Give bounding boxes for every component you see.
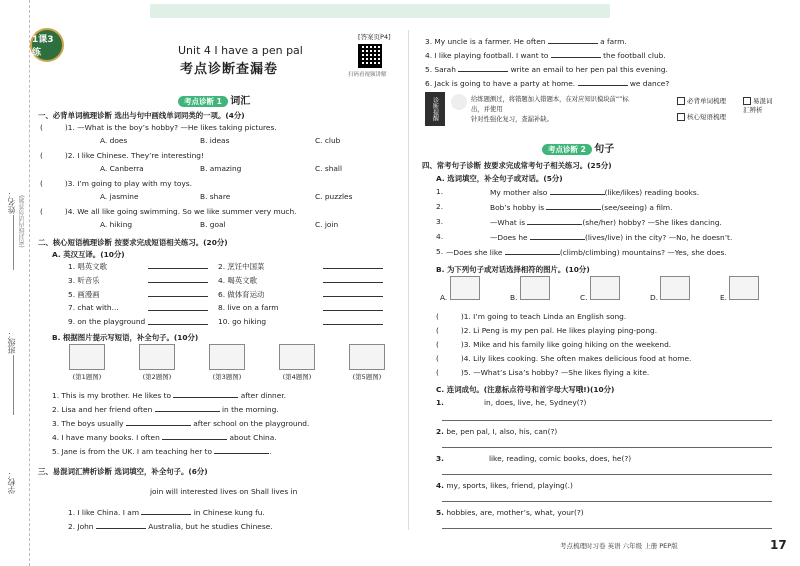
picture-d: D.: [650, 276, 690, 302]
answer-blank[interactable]: [173, 390, 238, 398]
answer-blank[interactable]: [323, 303, 383, 311]
reorder-3: 3. like, reading, comic books, does, he(?): [436, 454, 632, 463]
answer-blank[interactable]: [141, 507, 191, 515]
option-b[interactable]: B. share: [200, 192, 231, 201]
tip-text: 给练题测过，将错题加入错题本，在对应知识模块前“”标 出，并使用 针对性强化复习，查漏补缺。: [471, 96, 629, 123]
answer-blank[interactable]: [550, 187, 605, 195]
part4-itemsA: [436, 187, 786, 262]
list-item: 5. Jane is from the UK. I am teaching her to .: [52, 447, 272, 456]
answer-blank[interactable]: [458, 64, 508, 72]
list-item: ( )2. I like Chinese. They’re interesting! A. Canberra B. amazing C. shall: [40, 151, 343, 173]
list-item: 1. 唱英文歌 2. 烹饪中国菜: [68, 261, 398, 275]
answer-line-1[interactable]: [442, 420, 772, 421]
option-c[interactable]: C. join: [315, 220, 339, 229]
option-a[interactable]: A. does: [100, 136, 128, 145]
ping-pong-image: [520, 276, 550, 300]
books-image: [279, 344, 315, 370]
answer-blank[interactable]: [155, 404, 220, 412]
class-label: 班级：: [7, 330, 16, 354]
picture-row: [62, 344, 402, 384]
check-item-2[interactable]: 核心短语梳理: [677, 112, 726, 121]
answer-blank[interactable]: [323, 317, 383, 325]
list-item: 9. on the playground 10. go hiking: [68, 317, 398, 331]
reorder-4: 4. my, sports, likes, friend, playing(.): [436, 481, 573, 490]
picture-c: C.: [580, 276, 620, 302]
answer-blank[interactable]: [214, 446, 269, 454]
list-item: 1. My mother also (like/likes) reading books.: [436, 187, 700, 197]
section1-pill: 考点诊断 1: [178, 96, 228, 107]
list-item: ( )5. —What’s Lisa’s hobby? —She likes flying a kite.: [436, 368, 650, 377]
answer-blank[interactable]: [546, 202, 601, 210]
word-bank: join will interested lives on Shall lives in: [150, 487, 298, 496]
option-b[interactable]: B. goal: [200, 220, 226, 229]
reorder-5: 5. hobbies, are, mother’s, what, your(?): [436, 508, 584, 517]
student-icon: [451, 94, 467, 110]
part3-items: [68, 507, 408, 535]
list-item: 2. John Australia, but he studies Chinese.: [68, 522, 273, 531]
unit-title: Unit 4 I have a pen pal: [178, 44, 303, 57]
qr-caption: 扫码看视频讲解: [348, 72, 387, 78]
answer-blank[interactable]: [527, 217, 582, 225]
column-divider: [408, 30, 409, 530]
answer-reference: [答案页P4]: [358, 33, 391, 41]
answer-blank[interactable]: [162, 432, 227, 440]
picture-3: (第3题图): [202, 344, 252, 381]
check-item-3[interactable]: 易混词汇辨析: [743, 97, 773, 114]
answer-blank[interactable]: [323, 275, 383, 283]
section2-header: [542, 140, 614, 155]
part4-subA: A. 选词填空，补全句子或对话。(5分): [436, 174, 563, 183]
name-line: [13, 215, 14, 270]
picture-e: E.: [720, 276, 759, 302]
list-item: ( )1. —What is the boy’s hobby? —He likes taking pictures. A. does B. ideas C. club: [40, 123, 341, 145]
option-b[interactable]: B. ideas: [200, 136, 230, 145]
name-label: 姓名：: [7, 190, 16, 214]
reorder-1: 1. in, does, live, he, Sydney(?): [436, 398, 587, 407]
option-c[interactable]: C. puzzles: [315, 192, 353, 201]
diagnosis-tip: [425, 92, 785, 130]
part4-title: 四、常考句子诊断 按要求完成常考句子相关练习。(25分): [422, 161, 612, 170]
list-item: 2. Lisa and her friend often in the morning.: [52, 405, 279, 414]
page-number: 17: [770, 538, 787, 552]
picture-1: (第1题图): [62, 344, 112, 381]
cooking-image: [729, 276, 759, 300]
sentence-list: [52, 390, 402, 460]
part2-title: 二、核心短语梳理诊断 按要求完成短语相关练习。(20分): [38, 238, 228, 247]
list-item: 5. —Does she like (climb/climbing) mountains? —Yes, she does.: [436, 247, 727, 257]
class-line: [13, 355, 14, 415]
list-item: ( )1. I’m going to teach Linda an English song.: [436, 312, 627, 321]
school-label: 学校：: [7, 470, 16, 494]
list-item: 5. Sarah write an email to her pen pal this evening.: [425, 65, 668, 74]
part1-title: 一、必背单词梳理诊断 选出与句中画线单词同类的一项。(4分): [38, 111, 245, 120]
answer-blank[interactable]: [323, 289, 383, 297]
part4-itemsB: [436, 312, 786, 382]
list-item: 3. —What is (she/her) hobby? —She likes dancing.: [436, 217, 722, 227]
answer-blank[interactable]: [148, 261, 208, 269]
football-image: [209, 344, 245, 370]
page-title: 考点诊断查漏卷: [180, 62, 279, 77]
list-item: ( )3. Mike and his family like going hiking on the weekend.: [436, 340, 672, 349]
tip-icon: 诊断提醒: [425, 92, 445, 126]
list-item: 1. This is my brother. He likes to after dinner.: [52, 391, 286, 400]
answer-blank[interactable]: [323, 261, 383, 269]
right-top-items: [425, 36, 785, 92]
picture-2: (第2题图): [132, 344, 182, 381]
song-image: [660, 276, 690, 300]
list-item: 6. Jack is going to have a party at home. we dance?: [425, 79, 670, 88]
cooking-image: [69, 344, 105, 370]
list-item: 2. Bob’s hobby is (see/seeing) a film.: [436, 202, 673, 212]
part1-items: [40, 123, 400, 235]
answer-blank[interactable]: [148, 303, 208, 311]
list-item: 1. I like China. I am in Chinese kung fu.: [68, 508, 265, 517]
answer-line-2[interactable]: [442, 447, 772, 448]
option-c[interactable]: C. club: [315, 136, 341, 145]
answer-blank[interactable]: [548, 36, 598, 44]
answer-blank[interactable]: [551, 50, 601, 58]
list-item: 3. My uncle is a farmer. He often a farm.: [425, 37, 627, 46]
choice-pictures: [440, 276, 780, 308]
list-item: 5. 画漫画 6. 做体育运动: [68, 289, 398, 303]
dancing-image: [139, 344, 175, 370]
section1-name: 词汇: [230, 96, 251, 107]
footer-text: 考点梳理时习卷 英语 六年级 上册 PEP版: [560, 542, 678, 550]
list-item: 3. 听音乐 4. 喝英文歌: [68, 275, 398, 289]
part2-subB: B. 根据图片提示写短语，补全句子。(10分): [52, 333, 199, 342]
answer-blank[interactable]: [96, 521, 146, 529]
option-c[interactable]: C. shall: [315, 164, 343, 173]
reorder-2: 2. be, pen pal, I, also, his, can(?): [436, 427, 558, 436]
answer-blank[interactable]: [505, 247, 560, 255]
seal-note: (密封线内请勿答题): [19, 195, 26, 248]
list-item: 3. The boys usually after school on the playground.: [52, 419, 310, 428]
picture-4: (第4题图): [272, 344, 322, 381]
section2-pill: 考点诊断 2: [542, 144, 592, 155]
part4-subC: C. 连词成句。(注意标点符号和首字母大写哦!)(10分): [436, 385, 615, 394]
picture-b: B.: [510, 276, 550, 302]
answer-blank[interactable]: [126, 418, 191, 426]
list-item: ( )3. I’m going to play with my toys. A. jasmine B. share C. puzzles: [40, 179, 353, 201]
answer-line-5[interactable]: [442, 528, 772, 529]
answer-line-4[interactable]: [442, 501, 772, 502]
answer-blank[interactable]: [148, 275, 208, 283]
kite-image: [590, 276, 620, 300]
picture-5: (第5题图): [342, 344, 392, 381]
list-item: ( )4. Lily likes cooking. She often makes delicious food at home.: [436, 354, 692, 363]
hiking-image: [450, 276, 480, 300]
list-item: 4. —Does he (lives/live) in the city? —No, he doesn’t.: [436, 232, 733, 242]
answer-blank[interactable]: [530, 232, 585, 240]
check-item-1[interactable]: 必背单词梳理: [677, 96, 726, 105]
option-b[interactable]: B. amazing: [200, 164, 242, 173]
answer-blank[interactable]: [148, 289, 208, 297]
section2-name: 句子: [594, 144, 615, 155]
section1-header: [178, 92, 250, 107]
answer-blank[interactable]: [578, 78, 628, 86]
list-item: ( )2. Li Peng is my pen pal. He likes playing ping-pong.: [436, 326, 658, 335]
list-item: 4. I like playing football. I want to the football club.: [425, 51, 666, 60]
part3-title: 三、易混词汇辨析诊断 选词填空，补全句子。(6分): [38, 467, 208, 476]
option-a[interactable]: A. hiking: [100, 220, 133, 229]
list-item: 4. I have many books. I often about China.: [52, 433, 277, 442]
picture-a: A.: [440, 276, 480, 302]
brand-logo: 1课3练: [30, 28, 64, 62]
part4-subB: B. 为下列句子或对话选择相符的图片。(10分): [436, 265, 590, 274]
singing-image: [349, 344, 385, 370]
answer-blank[interactable]: [148, 317, 208, 325]
part2-subA: A. 英汉互译。(10分): [52, 250, 125, 259]
top-band: [150, 4, 610, 18]
list-item: ( )4. We all like going swimming. So we like summer very much. A. hiking B. goal C. join: [40, 207, 339, 229]
option-a[interactable]: A. Canberra: [100, 164, 144, 173]
answer-line-3[interactable]: [442, 474, 772, 475]
phrase-list: [68, 261, 398, 331]
option-a[interactable]: A. jasmine: [100, 192, 139, 201]
list-item: 7. chat with... 8. live on a farm: [68, 303, 398, 317]
qr-code-icon[interactable]: [358, 44, 382, 68]
